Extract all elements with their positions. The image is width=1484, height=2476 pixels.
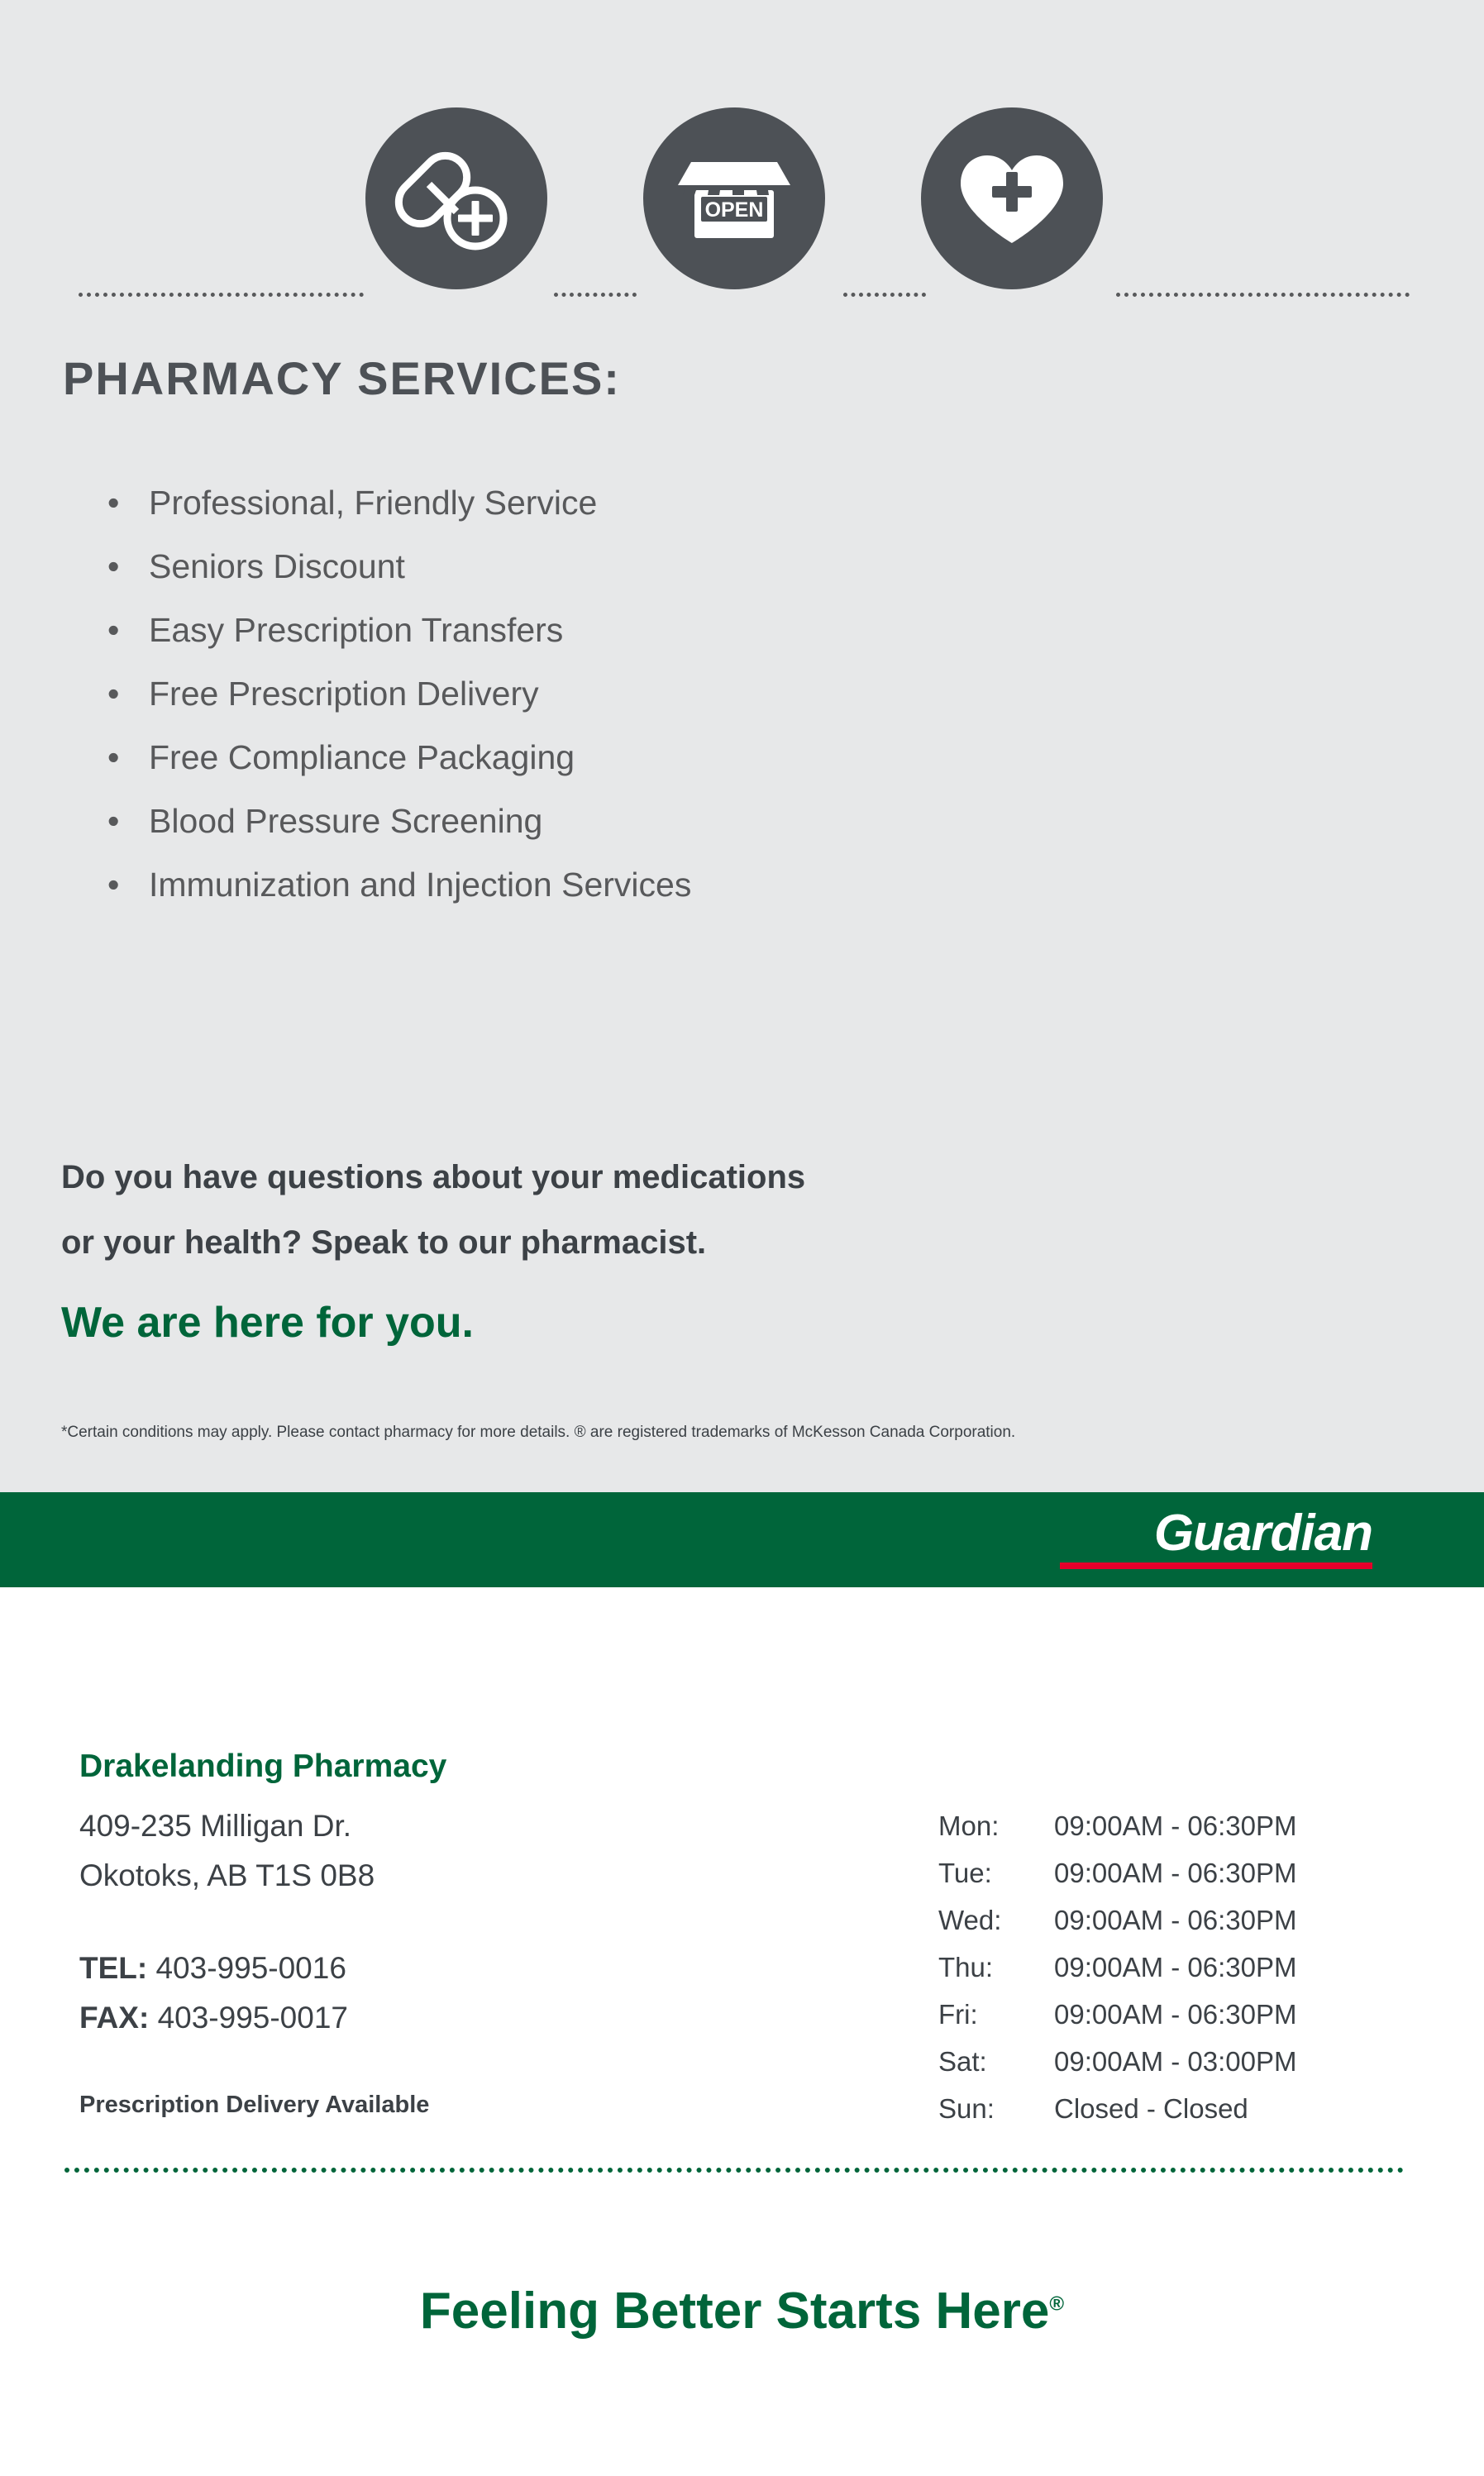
hours-time: Closed - Closed [1054, 2093, 1248, 2124]
question-line-1: Do you have questions about your medications [61, 1159, 806, 1195]
brand-wordmark: Guardian [1153, 1505, 1372, 1562]
table-row [938, 1849, 1297, 1896]
dotted-divider-mid-left [554, 293, 637, 297]
table-row [938, 1896, 1297, 1944]
dotted-divider-mid-right [843, 293, 926, 297]
storefront-open-sign-icon [643, 107, 825, 289]
page-title: PHARMACY SERVICES: [63, 352, 621, 404]
hours-day: Thu: [938, 1952, 994, 1982]
table-row [938, 1944, 1297, 1991]
heart-plus-icon [921, 107, 1103, 289]
question-line-2: or your health? Speak to our pharmacist. [61, 1224, 707, 1261]
hours-day: Wed: [938, 1905, 1002, 1935]
hours-day: Sat: [938, 2046, 987, 2077]
svg-text:OPEN: OPEN [704, 198, 764, 222]
telephone-value: 403-995-0016 [155, 1951, 346, 1985]
fax-label: FAX: [79, 2001, 150, 2035]
hours-day: Mon: [938, 1810, 1000, 1841]
registered-mark: ® [1049, 2292, 1065, 2316]
tagline: We are here for you. [61, 1299, 474, 1347]
list-item: • Immunization and Injection Services [99, 853, 1174, 917]
brand-underline [1060, 1562, 1372, 1569]
list-item: • Professional, Friendly Service [99, 471, 1174, 535]
fax-row [79, 2001, 348, 2035]
question-block [61, 1145, 1285, 1276]
table-row [938, 2085, 1297, 2132]
hours-day: Sun: [938, 2093, 995, 2124]
telephone-label: TEL: [79, 1951, 148, 1985]
hours-table [938, 1802, 1297, 2132]
table-row [938, 1802, 1297, 1849]
list-item: • Seniors Discount [99, 535, 1174, 599]
table-row [938, 2038, 1297, 2085]
hours-time: 09:00AM - 06:30PM [1054, 1810, 1297, 1841]
telephone-row [79, 1951, 346, 1986]
hours-time: 09:00AM - 06:30PM [1054, 1905, 1297, 1935]
icon-strip [0, 98, 1484, 296]
hours-time: 09:00AM - 03:00PM [1054, 2046, 1297, 2077]
disclaimer-text: *Certain conditions may apply. Please contact pharmacy for more details. ® are registered trademarks of McKesson Canada Corporation. [61, 1424, 1016, 1441]
pill-capsule-plus-icon [365, 107, 547, 289]
footer-slogan-text: Feeling Better Starts Here [419, 2283, 1050, 2340]
fax-value: 403-995-0017 [157, 2001, 348, 2035]
address-line-2: Okotoks, AB T1S 0B8 [79, 1858, 375, 1892]
hours-day: Fri: [938, 1999, 978, 2030]
table-row [938, 1991, 1297, 2038]
list-item: • Blood Pressure Screening [99, 790, 1174, 853]
hours-time: 09:00AM - 06:30PM [1054, 1999, 1297, 2030]
address-line-1: 409-235 Milligan Dr. [79, 1809, 352, 1843]
hours-day: Tue: [938, 1858, 992, 1888]
list-item: • Free Compliance Packaging [99, 726, 1174, 790]
footer-slogan [0, 2282, 1484, 2340]
delivery-note: Prescription Delivery Available [79, 2092, 430, 2118]
list-item: • Easy Prescription Transfers [99, 599, 1174, 662]
list-item: • Free Prescription Delivery [99, 662, 1174, 726]
hours-time: 09:00AM - 06:30PM [1054, 1952, 1297, 1982]
services-list [99, 471, 1174, 917]
guardian-logo [1060, 1506, 1372, 1569]
store-name: Drakelanding Pharmacy [79, 1748, 447, 1784]
dotted-divider-left [79, 293, 364, 297]
dotted-divider-right [1116, 293, 1410, 297]
hours-time: 09:00AM - 06:30PM [1054, 1858, 1297, 1888]
dotted-divider-bottom [64, 2168, 1404, 2173]
